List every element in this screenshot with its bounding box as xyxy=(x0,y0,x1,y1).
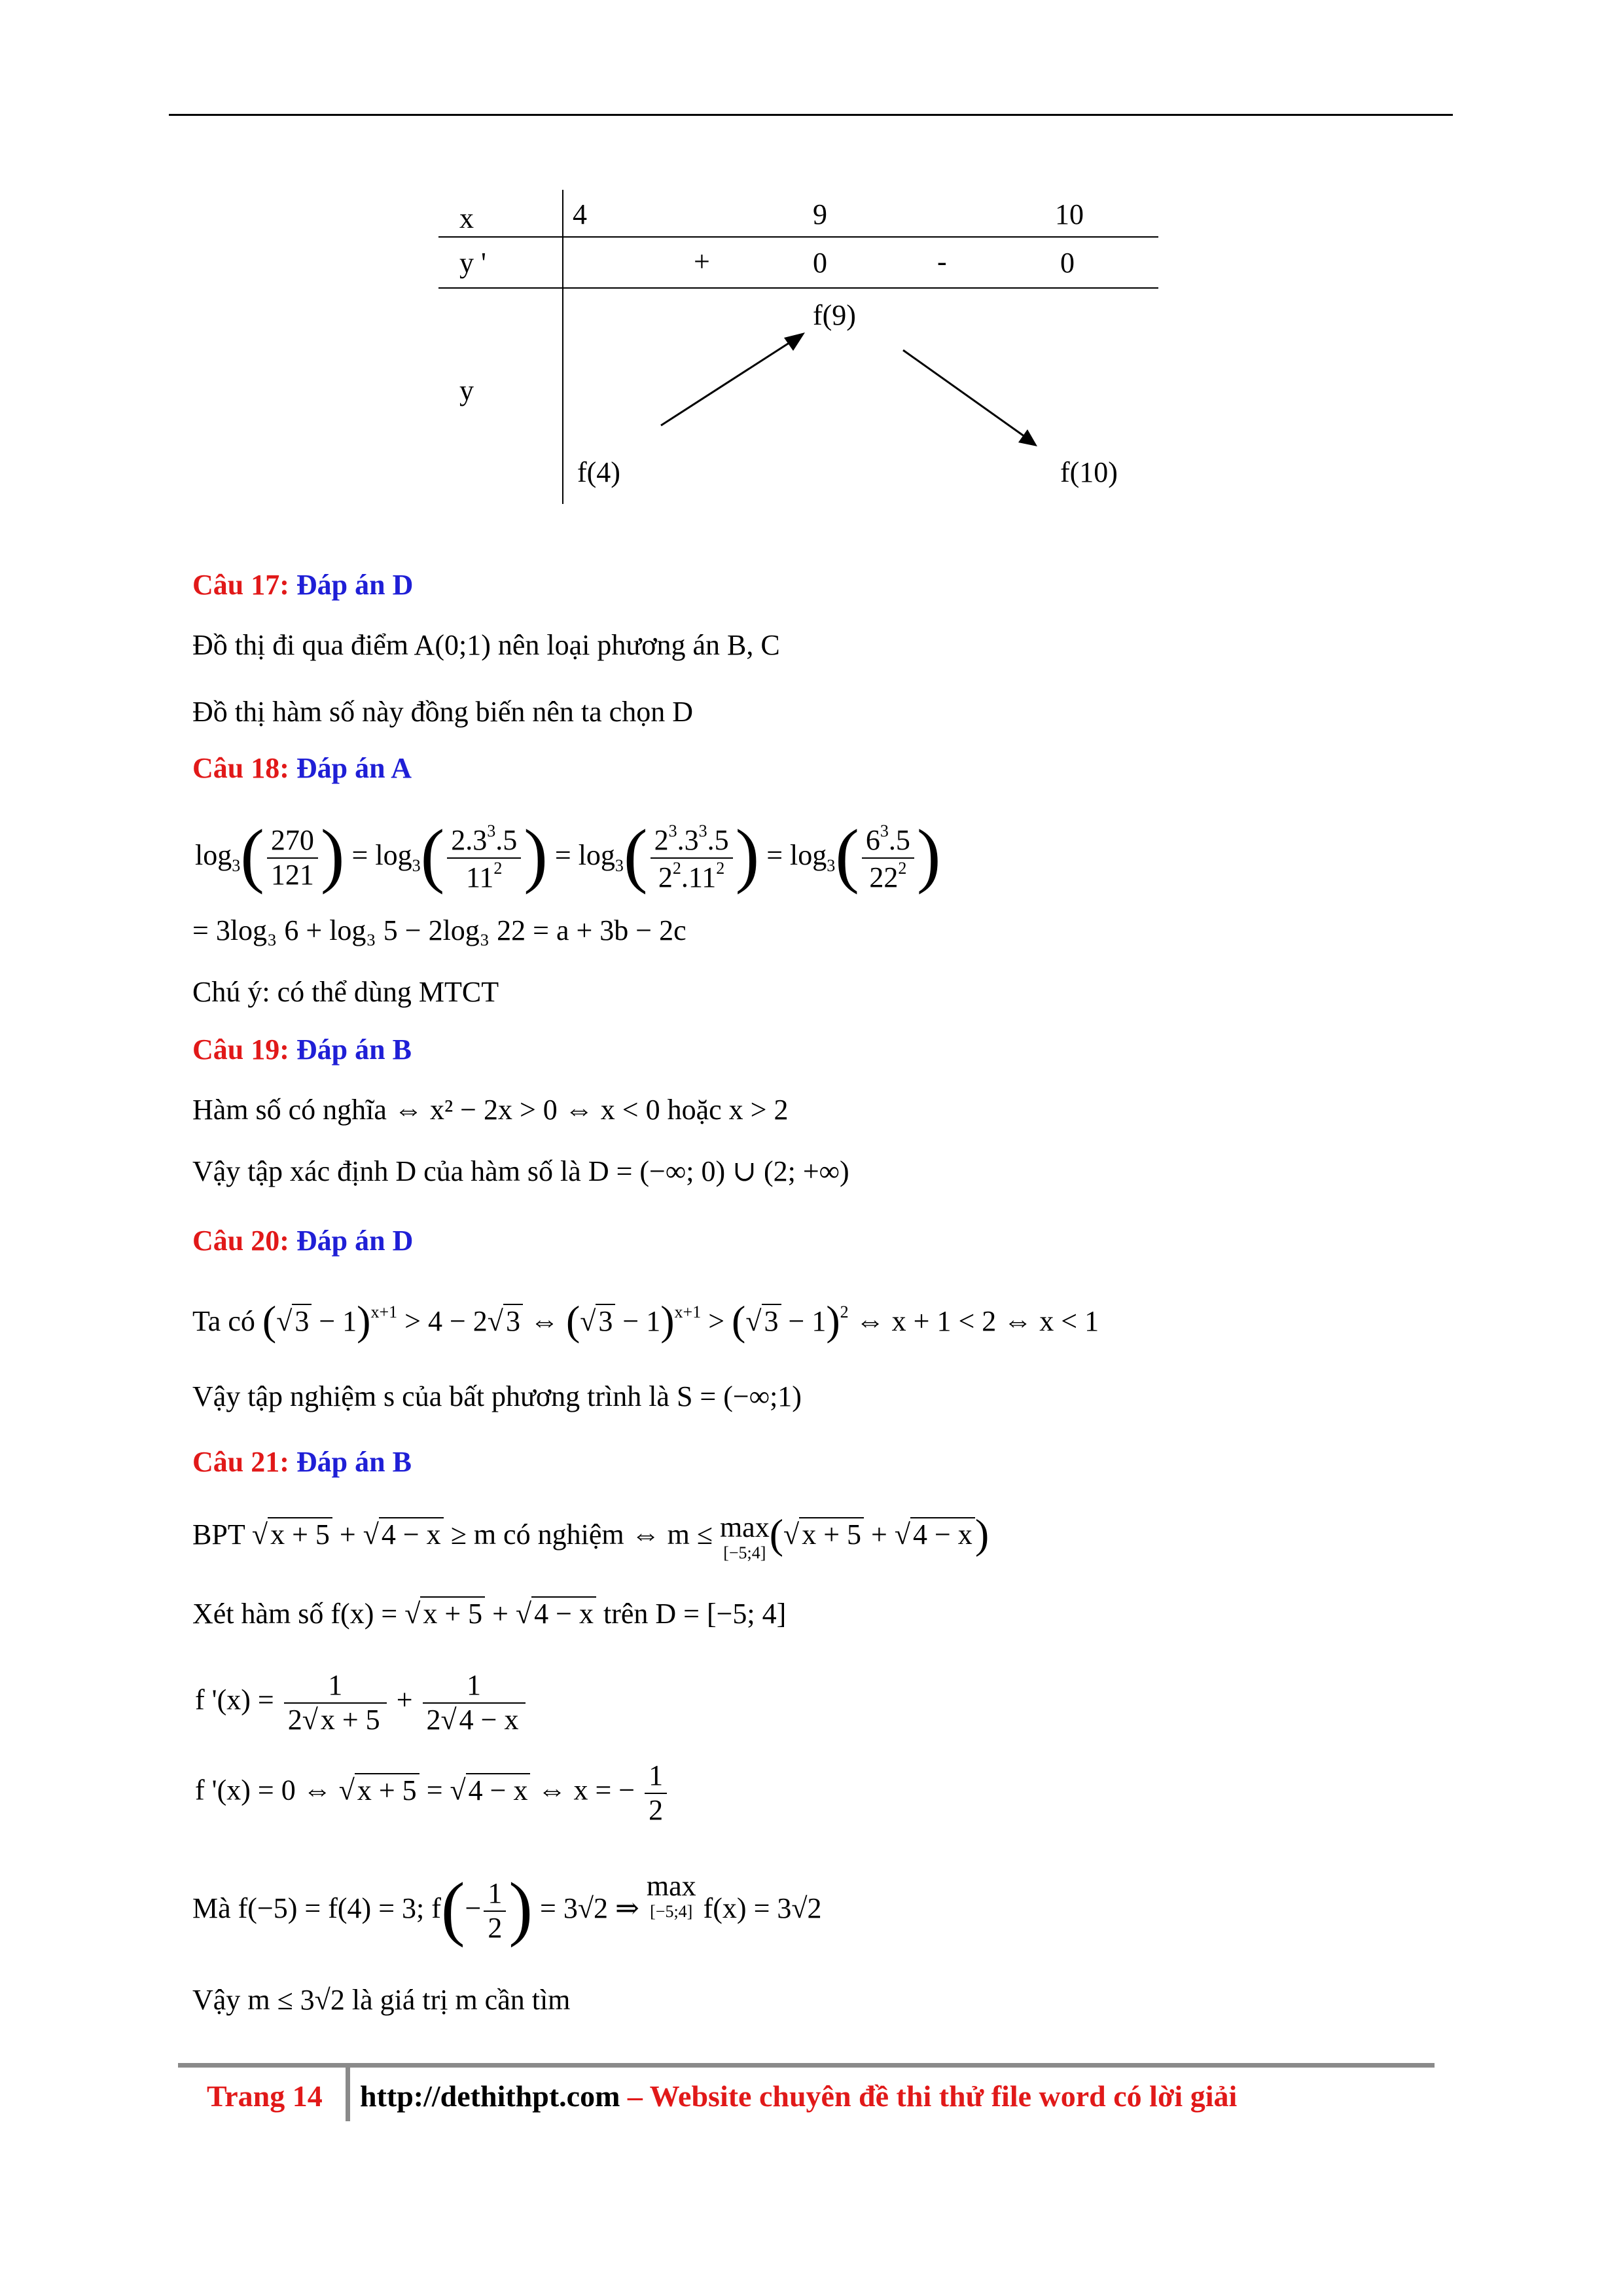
q21-answer: Đáp án B xyxy=(296,1446,412,1478)
log-base: 3 xyxy=(827,856,836,875)
bpt-label: BPT xyxy=(192,1518,245,1551)
x-value-9: 9 xyxy=(813,198,827,230)
log: log xyxy=(578,839,615,871)
q21-number: Câu 21: xyxy=(192,1446,289,1478)
sqrt-x5: x + 5 xyxy=(268,1517,332,1551)
concl-text-a: Vậy xyxy=(192,1984,241,2016)
frac-1: $\frac{270}{121}$ xyxy=(267,824,318,891)
arrow-down xyxy=(903,350,1027,439)
q19-line1 xyxy=(192,1096,788,1124)
q21-derivative: f '(x) = $\frac{1}{2√x + 5}$ + $\frac{1}{2√4 - x}$ xyxy=(195,1669,528,1736)
q21-derivative-zero: f '(x) = 0 ⇔ √x + 5 = √4 − x ⇔ x = − $\frac{1}{2}$ xyxy=(195,1759,669,1827)
concl-text-b: là giá trị m cần tìm xyxy=(351,1984,571,2016)
q21-bpt: BPT √x + 5 + √4 − x ≥ m có nghiệm ⇔ m ≤ max [−5;4] (√x + 5 + √4 − x) xyxy=(192,1511,990,1562)
sqrt-x5: x + 5 xyxy=(355,1773,419,1806)
ma-text: Mà xyxy=(192,1892,231,1924)
exp-2: x+1 xyxy=(674,1302,702,1321)
q20-line2 xyxy=(192,1382,802,1411)
q20-heading xyxy=(192,1227,413,1255)
max-operator-2: max [−5;4] xyxy=(646,1870,696,1921)
q19-text-b: Vậy tập xác định D của hàm số là xyxy=(192,1155,581,1187)
variation-table xyxy=(438,190,1158,511)
ma-max: f(x) = 3√2 xyxy=(703,1892,822,1924)
y-label: y xyxy=(459,374,474,406)
xet-text: Xét hàm số xyxy=(192,1598,324,1630)
q20-answer: Đáp án D xyxy=(296,1225,414,1257)
f4-value: f(4) xyxy=(577,456,620,488)
yprime-zero-9: 0 xyxy=(813,247,827,279)
q20-solution: S = (−∞;1) xyxy=(676,1380,802,1412)
sqrt-4x: 4 − x xyxy=(531,1596,596,1630)
f10-value: f(10) xyxy=(1060,456,1118,488)
q21-ma: Mà f(−5) = f(4) = 3; f(− $\frac{1}{2}$ ) = 3√2 ⇒ max [−5;4] f(x) = 3√2 xyxy=(192,1868,822,1948)
half-frac: $\frac{1}{2}$ xyxy=(645,1759,667,1827)
log-base: 3 xyxy=(412,856,421,875)
q17-heading xyxy=(192,571,413,600)
q21-heading xyxy=(192,1448,412,1477)
q18-equation: $\log_3$( $\frac{270}{121}$ ) = $\log_3$( $\frac{2.3^3.5}{11^2}$ ) = $\log_3$( $\frac{2^3.3^3.5}{2^2.11^2}$ ) = $\log_3$( $\frac{6^3.5}{22^2}$ ) xyxy=(195,815,941,895)
frac-4: $\frac{6^3.5}{22^2}$ xyxy=(862,821,914,894)
header-rule xyxy=(169,114,1453,116)
ma-value-2: = 3√2 ⇒ xyxy=(540,1892,639,1924)
q21-xet: Xét hàm số f(x) = √x + 5 + √4 − x trên D = [−5; 4] xyxy=(192,1598,787,1630)
footer-url[interactable]: http://dethithpt.com xyxy=(360,2079,620,2113)
sqrt-x5: x + 5 xyxy=(799,1517,864,1551)
q20-line1: Ta có $(√3 - 1)^{x+1} > 4 - 2√3$ ⇔ $(√3 - 1)^{x+1} > (√3 - 1)^2$ ⇔ x + 1 < 2 ⇔ x < 1 xyxy=(192,1297,1099,1344)
neg-half-frac: $\frac{1}{2}$ xyxy=(484,1877,506,1945)
q19-answer: Đáp án B xyxy=(296,1033,412,1066)
variation-table-lines xyxy=(438,190,1158,511)
bpt-text: ≥ m có nghiệm xyxy=(450,1518,624,1551)
q19-condition: ⇔ x² − 2x > 0 ⇔ x < 0 xyxy=(393,1094,660,1126)
fx-def: f(x) = xyxy=(330,1598,398,1630)
sqrt-x5: x + 5 xyxy=(420,1596,485,1630)
x-label: x xyxy=(459,202,474,234)
footer-tagline: – Website chuyên đề thi thử file word có lời giải xyxy=(627,2079,1238,2113)
deriv0-lhs: f '(x) = 0 ⇔ xyxy=(195,1774,332,1806)
q19-heading xyxy=(192,1035,412,1064)
sqrt-4x: 4 − x xyxy=(466,1773,531,1806)
q19-line2 xyxy=(192,1157,849,1186)
q20-number: Câu 20: xyxy=(192,1225,289,1257)
q17-point: A(0;1) xyxy=(414,629,491,661)
ma-values: f(−5) = f(4) = 3; f xyxy=(238,1892,441,1924)
q21-conclusion xyxy=(192,1986,570,2015)
exp-3: 2 xyxy=(840,1302,849,1321)
domain-text: D = [−5; 4] xyxy=(655,1598,787,1630)
log-base: 3 xyxy=(615,856,624,875)
frac-2: $\frac{2.3^3.5}{11^2}$ xyxy=(447,821,521,894)
max-operator: max [−5;4] xyxy=(719,1511,770,1562)
q19-domain: D = (−∞; 0) ∪ (2; +∞) xyxy=(588,1155,849,1187)
sqrt-4x: 4 − x xyxy=(379,1517,444,1551)
x-value-10: 10 xyxy=(1055,198,1084,230)
q19-number: Câu 19: xyxy=(192,1033,289,1066)
q18-line2: = 3log₃ 6 + log₃ 5 − 2log₃ 22 = a + 3b − 2c xyxy=(192,914,687,946)
log: log xyxy=(195,839,232,871)
log: log xyxy=(790,839,827,871)
yprime-zero-10: 0 xyxy=(1060,247,1075,279)
concl-math: m ≤ 3√2 xyxy=(247,1984,345,2016)
deriv-frac-2: $\frac{1}{2√4 - x}$ xyxy=(423,1669,526,1736)
deriv0-mid: ⇔ x = − xyxy=(537,1774,635,1806)
deriv-frac-1: $\frac{1}{2√x + 5}$ xyxy=(284,1669,387,1736)
footer-rule xyxy=(178,2063,1435,2068)
q19-text-a: Hàm số có nghĩa xyxy=(192,1094,387,1126)
yprime-label: y ' xyxy=(459,247,486,279)
q17-text-a: Đồ thị đi qua điểm xyxy=(192,629,408,661)
log: log xyxy=(375,839,412,871)
q18-heading xyxy=(192,754,412,783)
f9-value: f(9) xyxy=(813,299,856,331)
exp-1: x+1 xyxy=(370,1302,398,1321)
q18-answer: Đáp án A xyxy=(296,752,412,784)
yprime-plus: + xyxy=(694,245,710,278)
q19-or: hoặc xyxy=(667,1094,722,1126)
q17-answer: Đáp án D xyxy=(296,569,414,601)
yprime-minus: - xyxy=(937,245,947,278)
footer-page-number: Trang 14 xyxy=(207,2079,323,2113)
q17-line2: Đồ thị hàm số này đồng biến nên ta chọn D xyxy=(192,696,693,728)
frac-3: $\frac{2^3.3^3.5}{2^2.11^2}$ xyxy=(651,821,733,894)
bpt-iff: ⇔ m ≤ xyxy=(631,1518,713,1551)
q17-text-b: nên loại phương án B, C xyxy=(497,629,780,661)
q18-number: Câu 18: xyxy=(192,752,289,784)
q20-text-b: Vậy tập nghiệm s của bất phương trình là xyxy=(192,1380,669,1412)
tren-text: trên xyxy=(603,1598,649,1630)
q17-line1 xyxy=(192,631,780,660)
x-value-4: 4 xyxy=(573,198,587,230)
arrow-up xyxy=(661,339,795,425)
log-base: 3 xyxy=(232,856,241,875)
footer-divider xyxy=(346,2068,350,2121)
q20-text-a: Ta có xyxy=(192,1305,255,1337)
q18-note: Chú ý: có thể dùng MTCT xyxy=(192,976,499,1008)
q19-condition-2: x > 2 xyxy=(728,1094,789,1126)
deriv-lhs: f '(x) = xyxy=(195,1683,274,1716)
sqrt-4x: 4 − x xyxy=(910,1517,975,1551)
q17-number: Câu 17: xyxy=(192,569,289,601)
footer-text xyxy=(360,2079,1237,2113)
